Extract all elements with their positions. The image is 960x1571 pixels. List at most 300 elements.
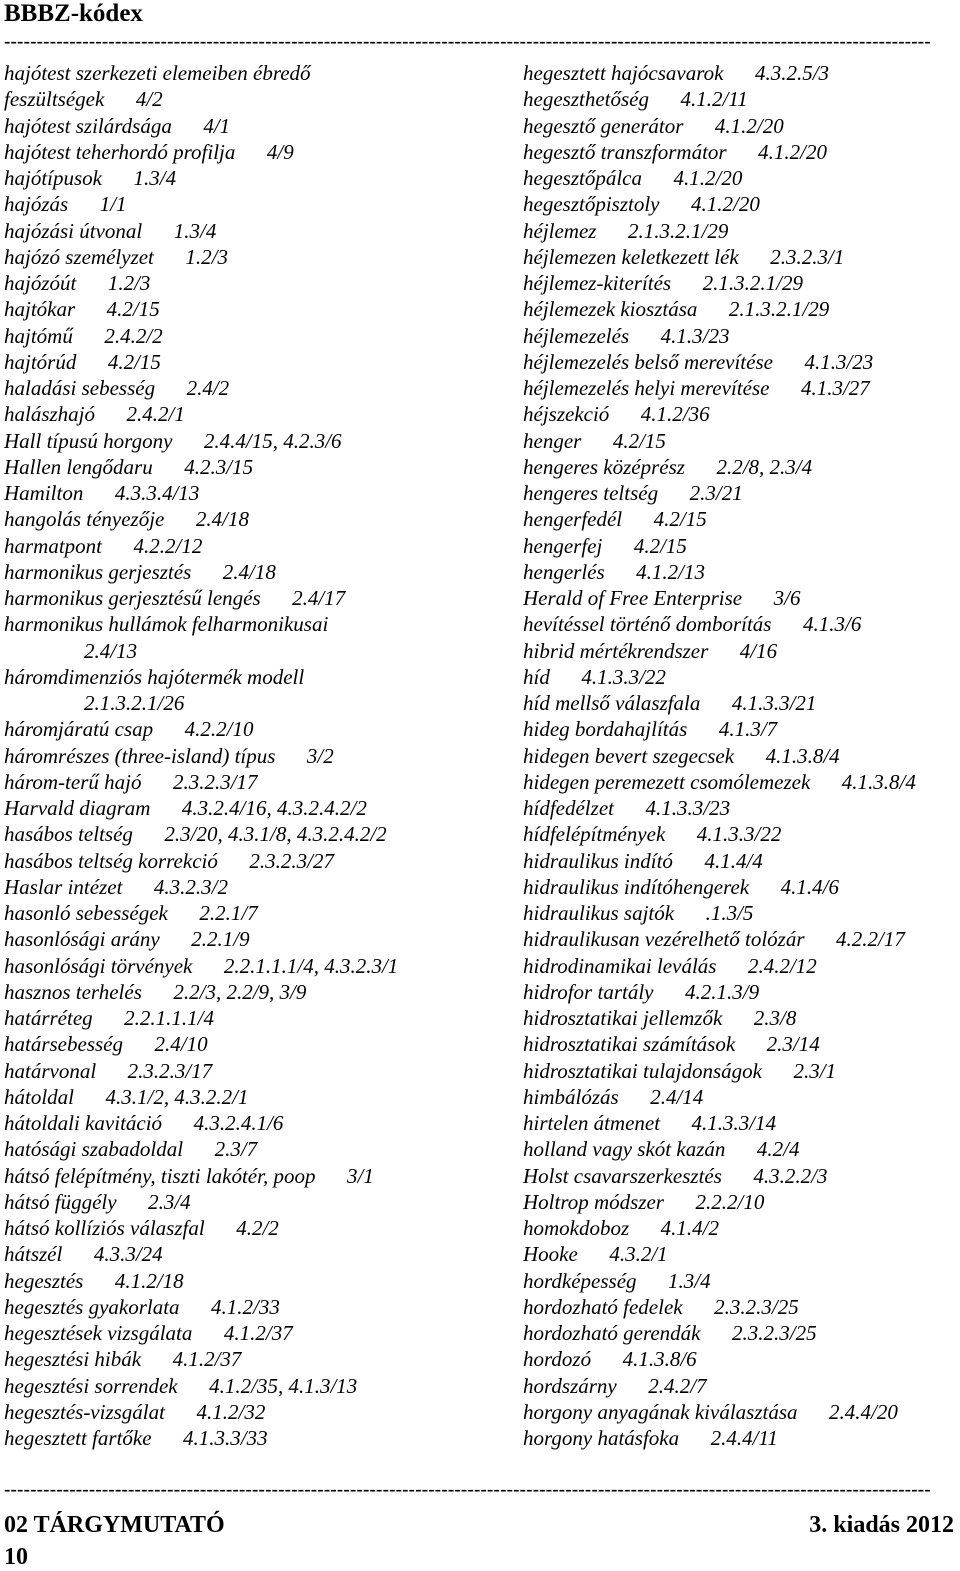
index-entry xyxy=(523,480,960,506)
index-entry xyxy=(523,349,960,375)
index-term: háromjáratú csap xyxy=(4,717,154,742)
index-term: hajótest szerkezeti elemeiben ébredő xyxy=(4,61,311,85)
index-reference: 4.1.3/23 xyxy=(660,323,730,348)
index-term: hajózási útvonal xyxy=(4,218,143,243)
index-term: héjlemezek kiosztása xyxy=(523,297,698,322)
index-entry xyxy=(523,559,960,585)
index-term: hajózás xyxy=(4,192,69,217)
index-entry xyxy=(523,848,960,874)
index-reference: 4.2/2 xyxy=(236,1216,279,1240)
index-reference: 4.2.2/10 xyxy=(184,717,254,742)
index-term: hajótípusok xyxy=(4,166,102,190)
index-reference: 4.1.2/20 xyxy=(673,166,743,190)
page-number: 10 xyxy=(4,1544,28,1570)
index-reference: 4.1.2/20 xyxy=(714,113,784,138)
index-entry xyxy=(523,1373,960,1399)
index-term: hidraulikus indító xyxy=(523,848,673,873)
index-entry xyxy=(523,1268,960,1294)
index-entry xyxy=(4,611,454,664)
index-entry xyxy=(4,795,454,821)
index-reference: 4.1.3/23 xyxy=(804,349,874,374)
index-reference: 4.1.3/27 xyxy=(800,376,870,400)
index-reference: 1.2/3 xyxy=(107,271,151,295)
index-entry xyxy=(4,191,454,217)
index-reference: 3/1 xyxy=(346,1163,374,1188)
index-entry xyxy=(523,926,960,952)
index-term: határvonal xyxy=(4,1058,97,1083)
index-reference: 2.3/8 xyxy=(753,1006,797,1030)
index-term: háromrészes (three-island) típus xyxy=(4,743,276,768)
index-reference: 4.1.2/20 xyxy=(758,139,827,164)
index-term: hidrofor tartály xyxy=(523,979,654,1004)
index-entry xyxy=(523,638,960,664)
index-term: határréteg xyxy=(4,1006,93,1030)
index-reference: 2.4/10 xyxy=(154,1032,208,1057)
index-entry xyxy=(523,1320,960,1346)
index-entry xyxy=(523,585,960,611)
index-reference: 2.2.1/7 xyxy=(199,901,258,925)
index-term: hasonlósági törvények xyxy=(4,953,193,978)
index-entry xyxy=(4,1425,454,1451)
index-term: hordképesség xyxy=(523,1268,637,1293)
index-entry xyxy=(4,270,454,296)
index-entry xyxy=(4,1163,454,1189)
index-term: héjlemezelés belső merevítése xyxy=(523,349,773,374)
index-entry xyxy=(4,821,454,847)
index-reference: 2.4/13 xyxy=(84,638,138,663)
index-term: hidrosztatikai tulajdonságok xyxy=(523,1058,762,1083)
index-term: hegesztések vizsgálata xyxy=(4,1321,193,1345)
index-term: hidraulikusan vezérelhető tolózár xyxy=(523,927,805,952)
index-term: hátsó felépítmény, tiszti lakótér, poop xyxy=(4,1163,316,1188)
index-reference: 4.1.2/33 xyxy=(211,1294,280,1319)
index-term: héjlemezelés helyi merevítése xyxy=(523,376,770,400)
index-reference: 4.1.2/18 xyxy=(114,1268,184,1293)
index-entry xyxy=(4,1110,454,1136)
index-term: híd xyxy=(523,664,550,689)
index-reference: 4.1.4/2 xyxy=(660,1216,720,1240)
index-column-right xyxy=(523,60,960,1451)
index-entry xyxy=(523,139,960,165)
index-term: hordozható gerendák xyxy=(523,1321,701,1345)
index-entry xyxy=(523,1189,960,1215)
index-entry xyxy=(523,244,960,270)
index-reference: 2.4.4/20 xyxy=(829,1399,898,1424)
index-term: héjlemezelés xyxy=(523,323,630,348)
index-term: hajtórúd xyxy=(4,349,77,374)
index-entry xyxy=(4,1346,454,1372)
index-entry xyxy=(4,1241,454,1267)
index-reference: 4.1.3.8/6 xyxy=(622,1347,697,1372)
index-term: hengeres középrész xyxy=(523,454,685,479)
index-term: hevítéssel történő domborítás xyxy=(523,612,772,637)
index-reference: 4.1.3.3/33 xyxy=(183,1426,268,1450)
index-entry xyxy=(4,979,454,1005)
index-entry xyxy=(523,165,960,191)
index-term: hidegen bevert szegecsek xyxy=(523,743,735,768)
index-entry xyxy=(4,375,454,401)
index-entry xyxy=(4,743,454,769)
index-term: hordszárny xyxy=(523,1373,617,1398)
index-term: harmonikus hullámok felharmonikusai xyxy=(4,612,329,637)
index-term: hideg bordahajlítás xyxy=(523,717,688,742)
index-entry xyxy=(4,401,454,427)
index-entry xyxy=(523,296,960,322)
index-term: horgony hatásfoka xyxy=(523,1426,680,1450)
index-entry xyxy=(523,401,960,427)
index-column-left xyxy=(4,60,454,1451)
index-reference: 4.2/15 xyxy=(107,349,161,374)
index-entry xyxy=(4,506,454,532)
index-term: harmonikus gerjesztésű lengés xyxy=(4,586,261,610)
index-entry xyxy=(4,953,454,979)
index-term: hasábos teltség korrekció xyxy=(4,848,218,873)
index-term: hátsó kollíziós válaszfal xyxy=(4,1216,205,1240)
top-separator: ---------------------------------------------------------------------------------------------------------------------------------------------- xyxy=(4,34,931,50)
index-entry xyxy=(4,926,454,952)
index-reference: 2.1.3.2.1/29 xyxy=(627,218,729,243)
index-entry xyxy=(4,664,454,717)
index-term: hordozható fedelek xyxy=(523,1294,683,1319)
index-entry xyxy=(4,218,454,244)
index-reference: 4.1.3.8/4 xyxy=(765,743,840,768)
index-term: hegesztőpálca xyxy=(523,166,642,190)
index-entry xyxy=(4,244,454,270)
index-entry xyxy=(4,454,454,480)
index-reference: 1.2/3 xyxy=(185,244,228,269)
index-reference: 2.3.2.3/25 xyxy=(714,1294,799,1319)
index-reference: 4.3.1/2, 4.3.2.2/1 xyxy=(105,1084,249,1109)
index-term: hajótest szilárdsága xyxy=(4,113,172,138)
index-entry xyxy=(523,1058,960,1084)
index-entry xyxy=(523,611,960,637)
index-reference: 4.1.2/13 xyxy=(636,559,705,584)
index-entry xyxy=(4,113,454,139)
index-reference: 1.3/4 xyxy=(668,1268,711,1293)
index-entry xyxy=(523,1136,960,1162)
index-entry xyxy=(523,60,960,86)
index-term: Harvald diagram xyxy=(4,796,151,820)
index-term: hegesztett fartőke xyxy=(4,1426,152,1450)
index-term: hirtelen átmenet xyxy=(523,1111,661,1135)
index-entry xyxy=(4,874,454,900)
index-reference: 2.3/20, 4.3.1/8, 4.3.2.4.2/2 xyxy=(164,822,387,847)
document-title: BBBZ-kódex xyxy=(4,0,143,27)
index-term: Hamilton xyxy=(4,481,84,505)
index-reference: 2.4.2/2 xyxy=(104,323,163,348)
index-term: hátszél xyxy=(4,1242,63,1267)
index-term: hegesztett hajócsavarok xyxy=(523,61,724,85)
index-term: harmonikus gerjesztés xyxy=(4,559,192,584)
index-reference: 4.1.3.3/21 xyxy=(731,691,817,715)
index-reference: 1.3/4 xyxy=(133,166,177,190)
index-reference: 2.2.1/9 xyxy=(191,927,250,952)
footer-edition: 3. kiadás 2012 xyxy=(809,1512,954,1538)
index-entry xyxy=(523,191,960,217)
index-entry xyxy=(523,979,960,1005)
index-term: hídfedélzet xyxy=(523,796,614,820)
index-reference: 4.3.2/1 xyxy=(609,1242,668,1267)
index-reference: 2.4/18 xyxy=(222,559,276,584)
index-entry xyxy=(4,1031,454,1057)
index-entry xyxy=(4,559,454,585)
index-reference: 2.1.3.2.1/29 xyxy=(702,271,803,295)
index-reference: 4.1.2/35, 4.1.3/13 xyxy=(209,1373,358,1398)
index-term: henger xyxy=(523,428,582,453)
index-reference: 4.2/15 xyxy=(633,533,687,558)
index-reference: 2.2/8, 2.3/4 xyxy=(716,454,813,479)
index-reference: 4/2 xyxy=(135,87,163,112)
index-term: héjlemez-kiterítés xyxy=(523,271,672,295)
index-entry xyxy=(4,1136,454,1162)
index-reference: 4.2.1.3/9 xyxy=(684,979,760,1004)
index-reference: 3/2 xyxy=(306,743,334,768)
index-term: háromdimenziós hajótermék modell xyxy=(4,664,305,689)
index-entry xyxy=(4,428,454,454)
index-reference: 4.1.2/20 xyxy=(691,192,760,217)
index-term: hegesztő generátor xyxy=(523,113,684,138)
index-term: hegesztési sorrendek xyxy=(4,1373,178,1398)
index-entry xyxy=(523,821,960,847)
index-entry xyxy=(4,1373,454,1399)
index-entry xyxy=(4,323,454,349)
index-reference: 2.4.2/7 xyxy=(648,1373,707,1398)
index-entry xyxy=(4,1058,454,1084)
index-entry xyxy=(4,60,454,86)
index-term: hegesztés xyxy=(4,1268,84,1293)
index-entry xyxy=(523,506,960,532)
index-reference: 4.3.3/24 xyxy=(93,1242,163,1267)
index-reference: 4.2/15 xyxy=(653,507,707,532)
index-term: hordozó xyxy=(523,1347,592,1372)
index-entry xyxy=(523,664,960,690)
index-reference: 2.4.2/1 xyxy=(126,402,185,427)
index-entry xyxy=(523,1346,960,1372)
index-reference: 2.4/14 xyxy=(650,1084,704,1109)
index-term: hengerfej xyxy=(523,533,603,558)
index-entry xyxy=(4,585,454,611)
index-term: hangolás tényezője xyxy=(4,507,165,532)
index-term: hengeres teltség xyxy=(523,481,659,505)
index-reference: 2.4.4/11 xyxy=(710,1426,778,1450)
index-entry xyxy=(523,1005,960,1031)
index-reference: 4/16 xyxy=(739,638,778,663)
index-reference: 4.2.3/15 xyxy=(184,454,254,479)
index-term: hegeszthetőség xyxy=(523,87,649,112)
index-reference: 2.2.1.1.1/4, 4.3.2.3/1 xyxy=(223,953,399,978)
index-reference: 2.3/4 xyxy=(148,1189,191,1214)
index-term: harmatpont xyxy=(4,533,103,558)
index-reference: 4.3.2.5/3 xyxy=(754,61,830,85)
index-entry xyxy=(4,1268,454,1294)
index-reference: 2.4.4/15, 4.2.3/6 xyxy=(203,428,342,453)
index-reference: 4/9 xyxy=(266,139,294,164)
index-entry xyxy=(523,769,960,795)
index-reference: 4.1.3.3/23 xyxy=(645,796,731,820)
index-reference: 2.2.2/10 xyxy=(695,1189,765,1214)
index-entry xyxy=(523,1110,960,1136)
index-entry xyxy=(523,743,960,769)
index-term: hátoldal xyxy=(4,1084,75,1109)
index-term: Haslar intézet xyxy=(4,874,123,899)
index-term: haladási sebesség xyxy=(4,376,156,400)
index-reference: 2.3/21 xyxy=(689,481,743,505)
index-term: hajótest teherhordó profilja xyxy=(4,139,236,164)
index-term: holland vagy skót kazán xyxy=(523,1137,726,1162)
index-reference: 2.2.1.1.1/4 xyxy=(124,1006,214,1030)
index-reference: 2.3/1 xyxy=(793,1058,837,1083)
index-term: Hooke xyxy=(523,1242,578,1267)
index-term: Holtrop módszer xyxy=(523,1189,664,1214)
index-reference: 3/6 xyxy=(773,586,801,610)
index-entry xyxy=(523,690,960,716)
index-reference: 4.2/15 xyxy=(106,297,160,322)
index-term: hegesztés-vizsgálat xyxy=(4,1399,165,1424)
index-reference: 2.4.2/12 xyxy=(747,953,817,978)
index-term: héjszekció xyxy=(523,402,610,427)
index-entry xyxy=(4,1189,454,1215)
index-term: hidrodinamikai leválás xyxy=(523,953,717,978)
index-entry xyxy=(4,1215,454,1241)
index-term: hibrid mértékrendszer xyxy=(523,638,709,663)
index-reference: 2.1.3.2.1/29 xyxy=(728,297,830,322)
index-reference: 4.1.4/4 xyxy=(704,848,763,873)
index-entry xyxy=(523,1241,960,1267)
index-term: három-terű hajó xyxy=(4,769,142,794)
index-reference: 4.3.3.4/13 xyxy=(114,481,200,505)
index-entry xyxy=(523,533,960,559)
index-term: Hall típusú horgony xyxy=(4,428,173,453)
index-entry xyxy=(523,454,960,480)
index-entry xyxy=(523,428,960,454)
index-reference: 4.1.2/36 xyxy=(640,402,710,427)
index-reference: 4.2.2/17 xyxy=(836,927,905,952)
index-reference: 4.1.3.3/14 xyxy=(691,1111,777,1135)
index-reference: 2.4/2 xyxy=(186,376,230,400)
index-entry xyxy=(4,349,454,375)
index-reference: 4.1.3/6 xyxy=(802,612,862,637)
index-reference: 2.3.2.3/25 xyxy=(732,1321,817,1345)
index-reference: 2.1.3.2.1/26 xyxy=(84,691,185,715)
index-reference: .1.3/5 xyxy=(705,901,754,925)
index-reference: 2.3.2.3/1 xyxy=(770,244,845,269)
index-entry xyxy=(523,113,960,139)
index-reference: 4.2/15 xyxy=(612,428,666,453)
index-entry xyxy=(523,323,960,349)
index-term: hidrosztatikai jellemzők xyxy=(523,1006,723,1030)
index-entry xyxy=(523,375,960,401)
index-term: feszültségek xyxy=(4,87,105,112)
index-term: hasonlósági arány xyxy=(4,927,160,952)
index-reference: 4.1.2/37 xyxy=(172,1347,242,1372)
index-entry xyxy=(523,86,960,112)
index-term: hidegen peremezett csomólemezek xyxy=(523,769,811,794)
index-entry xyxy=(4,296,454,322)
index-reference: 4.1.3.3/22 xyxy=(696,822,782,847)
index-entry xyxy=(4,480,454,506)
index-entry xyxy=(523,218,960,244)
index-term: hátoldali kavitáció xyxy=(4,1111,163,1135)
index-entry xyxy=(4,716,454,742)
index-reference: 4.1.2/11 xyxy=(680,87,748,112)
index-entry xyxy=(523,716,960,742)
index-reference: 4.1.4/6 xyxy=(780,874,839,899)
index-entry xyxy=(4,86,454,112)
index-entry xyxy=(4,1294,454,1320)
index-reference: 4.1.2/32 xyxy=(196,1399,266,1424)
index-reference: 2.4/18 xyxy=(195,507,249,532)
index-term: Herald of Free Enterprise xyxy=(523,586,743,610)
index-term: határsebesség xyxy=(4,1032,123,1057)
index-reference: 4.1.3.3/22 xyxy=(581,664,666,689)
index-entry xyxy=(523,1399,960,1425)
index-entry xyxy=(523,270,960,296)
index-term: hegesztés gyakorlata xyxy=(4,1294,180,1319)
index-reference: 2.3.2.3/17 xyxy=(172,769,258,794)
index-entry xyxy=(523,1084,960,1110)
index-entry xyxy=(523,953,960,979)
index-reference: 2.3/7 xyxy=(214,1137,258,1162)
index-term: hatósági szabadoldal xyxy=(4,1137,184,1162)
index-term: hídfelépítmények xyxy=(523,822,666,847)
index-term: hidraulikus indítóhengerek xyxy=(523,874,750,899)
index-reference: 4/1 xyxy=(203,113,231,138)
index-entry xyxy=(4,769,454,795)
index-entry xyxy=(4,900,454,926)
index-reference: 2.4/17 xyxy=(292,586,346,610)
index-term: himbálózás xyxy=(523,1084,619,1109)
index-entry xyxy=(523,900,960,926)
index-term: hegesztő transzformátor xyxy=(523,139,727,164)
index-term: hegesztőpisztoly xyxy=(523,192,660,217)
index-term: halászhajó xyxy=(4,402,96,427)
index-term: hidrosztatikai számítások xyxy=(523,1032,736,1057)
index-reference: 4.1.3/7 xyxy=(718,717,778,742)
index-reference: 1.3/4 xyxy=(173,218,217,243)
index-entry xyxy=(523,1294,960,1320)
index-term: híd mellső válaszfala xyxy=(523,691,701,715)
index-reference: 4.1.3.8/4 xyxy=(841,769,916,794)
index-reference: 4.2/4 xyxy=(756,1137,800,1162)
index-entry xyxy=(4,165,454,191)
index-reference: 4.1.2/37 xyxy=(223,1321,293,1345)
index-entry xyxy=(4,1399,454,1425)
index-entry xyxy=(4,139,454,165)
index-entry xyxy=(4,1084,454,1110)
index-reference: 4.3.2.3/2 xyxy=(153,874,229,899)
index-reference: 4.3.2.2/3 xyxy=(753,1163,828,1188)
index-entry xyxy=(523,1031,960,1057)
index-term: hajtókar xyxy=(4,297,76,322)
index-term: horgony anyagának kiválasztása xyxy=(523,1399,798,1424)
index-entry xyxy=(523,874,960,900)
index-term: hasznos terhelés xyxy=(4,979,142,1004)
index-term: hajózóút xyxy=(4,271,77,295)
index-term: hidraulikus sajtók xyxy=(523,901,675,925)
index-entry xyxy=(523,795,960,821)
footer-section-title: 02 TÁRGYMUTATÓ xyxy=(4,1512,225,1538)
index-reference: 1/1 xyxy=(99,192,127,217)
index-term: Holst csavarszerkesztés xyxy=(523,1163,722,1188)
index-reference: 2.3.2.3/27 xyxy=(249,848,334,873)
index-term: hajtómű xyxy=(4,323,73,348)
index-term: hasábos teltség xyxy=(4,822,133,847)
index-entry xyxy=(4,1005,454,1031)
index-term: hátsó függély xyxy=(4,1189,117,1214)
index-entry xyxy=(4,1320,454,1346)
index-reference: 2.2/3, 2.2/9, 3/9 xyxy=(173,979,307,1004)
index-entry xyxy=(523,1215,960,1241)
